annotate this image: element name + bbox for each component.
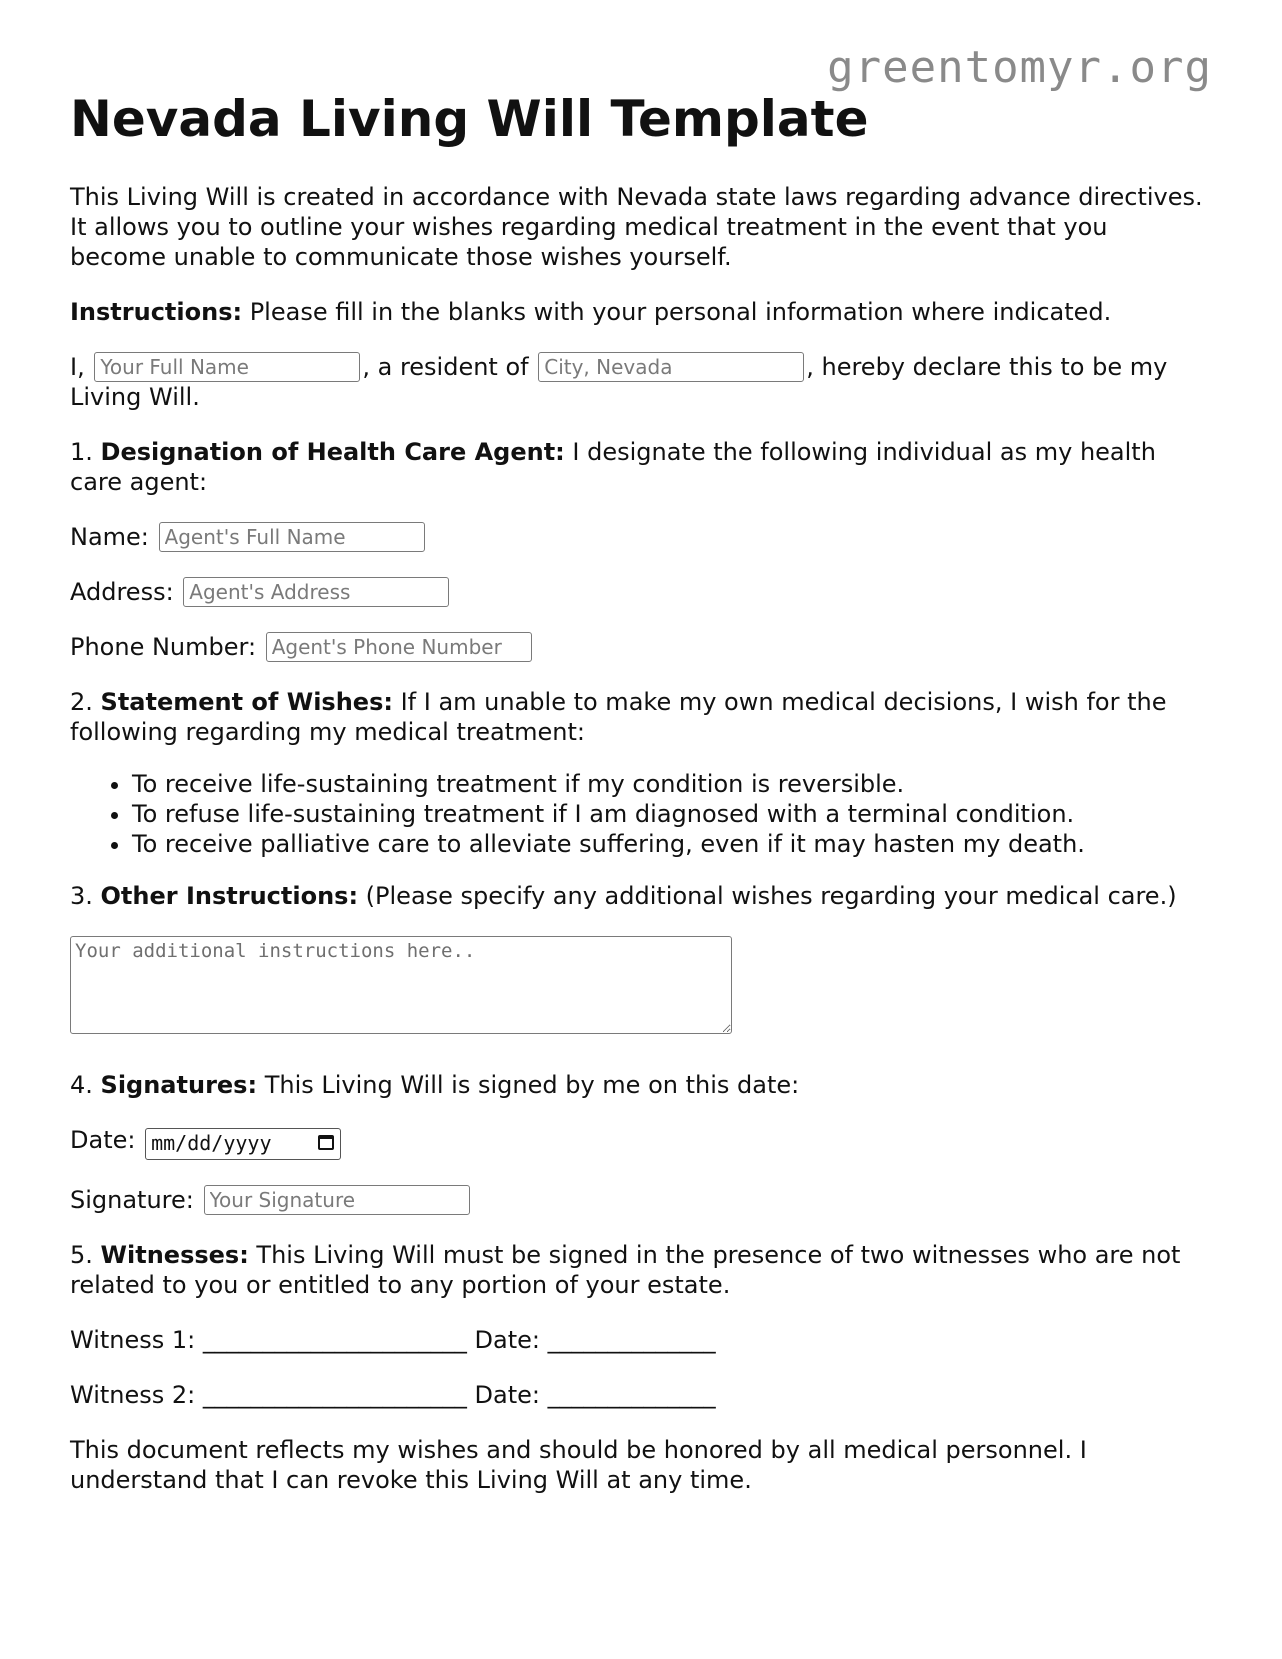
section-2-heading	[70, 687, 1210, 747]
agent-address-input[interactable]	[183, 577, 449, 607]
declaration-prefix: I,	[70, 353, 93, 381]
section-5-heading	[70, 1240, 1210, 1300]
section-3-number: 3.	[70, 882, 101, 910]
section-4-text: This Living Will is signed by me on this date:	[257, 1071, 800, 1099]
watermark: greentomyr.org	[827, 42, 1212, 93]
agent-name-label: Name:	[70, 523, 157, 551]
instructions-text: Please fill in the blanks with your personal information where indicated.	[242, 298, 1112, 326]
agent-address-label: Address:	[70, 578, 182, 606]
instructions-label: Instructions:	[70, 298, 243, 326]
agent-phone-row	[70, 632, 1210, 662]
declaration-middle: , a resident of	[362, 353, 537, 381]
agent-phone-label: Phone Number:	[70, 633, 264, 661]
agent-name-input[interactable]	[159, 522, 425, 552]
sign-date-row	[70, 1125, 1210, 1160]
section-4-number: 4.	[70, 1071, 101, 1099]
agent-name-row	[70, 522, 1210, 552]
page-title: Nevada Living Will Template	[70, 90, 869, 148]
section-5-number: 5.	[70, 1241, 101, 1269]
sign-date-label: Date:	[70, 1126, 144, 1154]
section-1-text: I designate the following individual as my health care agent:	[70, 438, 1156, 496]
signature-label: Signature:	[70, 1186, 202, 1214]
section-1-number: 1.	[70, 438, 101, 466]
section-3-heading	[70, 881, 1210, 911]
witness-2-row	[70, 1380, 1210, 1410]
section-3-label: Other Instructions:	[100, 882, 359, 910]
section-3-text: (Please specify any additional wishes regarding your medical care.)	[358, 882, 1177, 910]
agent-address-row	[70, 577, 1210, 607]
other-instructions-textarea[interactable]	[70, 936, 732, 1034]
section-4-heading	[70, 1070, 1210, 1100]
declaration-paragraph	[70, 352, 1210, 412]
other-instructions-wrapper	[70, 936, 1210, 1040]
closing-paragraph: This document reflects my wishes and should be honored by all medical personnel. I understand that I can revoke this Living Will at any time.	[70, 1436, 1087, 1494]
witness-1-label: Witness 1:	[70, 1326, 203, 1354]
witness-1-date-line: ______________	[547, 1326, 716, 1354]
section-1-heading	[70, 437, 1210, 497]
sign-date-input[interactable]	[145, 1128, 341, 1160]
witness-1-signature-line: ______________________	[202, 1326, 467, 1354]
agent-phone-input[interactable]	[266, 632, 532, 662]
signature-row	[70, 1185, 1210, 1215]
witness-1-row	[70, 1325, 1210, 1355]
calendar-icon[interactable]	[318, 1135, 334, 1150]
witness-2-date-label: Date:	[466, 1381, 548, 1409]
section-2-label: Statement of Wishes:	[100, 688, 393, 716]
intro-paragraph: This Living Will is created in accordance with Nevada state laws regarding advance directives. It allows you to outline your wishes regarding medical treatment in the event that you become unable to communicate those wishes yourself.	[70, 183, 1203, 271]
section-2-number: 2.	[70, 688, 101, 716]
list-item: • To receive palliative care to alleviate suffering, even if it may hasten my death.	[132, 829, 1210, 859]
witness-2-signature-line: ______________________	[202, 1381, 467, 1409]
list-item: • To receive life-sustaining treatment if my condition is reversible.	[132, 769, 1210, 799]
declaration-suffix: , hereby declare this to be my Living Will.	[70, 353, 1168, 411]
signature-input[interactable]	[204, 1185, 470, 1215]
section-1-label: Designation of Health Care Agent:	[100, 438, 565, 466]
witness-2-date-line: ______________	[547, 1381, 716, 1409]
witness-2-label: Witness 2:	[70, 1381, 203, 1409]
city-input[interactable]	[538, 352, 804, 382]
witness-1-date-label: Date:	[466, 1326, 548, 1354]
wishes-list	[70, 769, 1210, 859]
sign-date-value: mm/dd/yyyy	[151, 1131, 272, 1155]
section-2-text: If I am unable to make my own medical decisions, I wish for the following regarding my medical treatment:	[70, 688, 1167, 746]
section-5-text: This Living Will must be signed in the presence of two witnesses who are not related to you or entitled to any portion of your estate.	[70, 1241, 1181, 1299]
document	[70, 0, 1210, 1495]
full-name-input[interactable]	[94, 352, 360, 382]
section-5-label: Witnesses:	[100, 1241, 249, 1269]
list-item: • To refuse life-sustaining treatment if I am diagnosed with a terminal condition.	[132, 799, 1210, 829]
section-4-label: Signatures:	[100, 1071, 258, 1099]
instructions-paragraph	[70, 297, 1210, 327]
